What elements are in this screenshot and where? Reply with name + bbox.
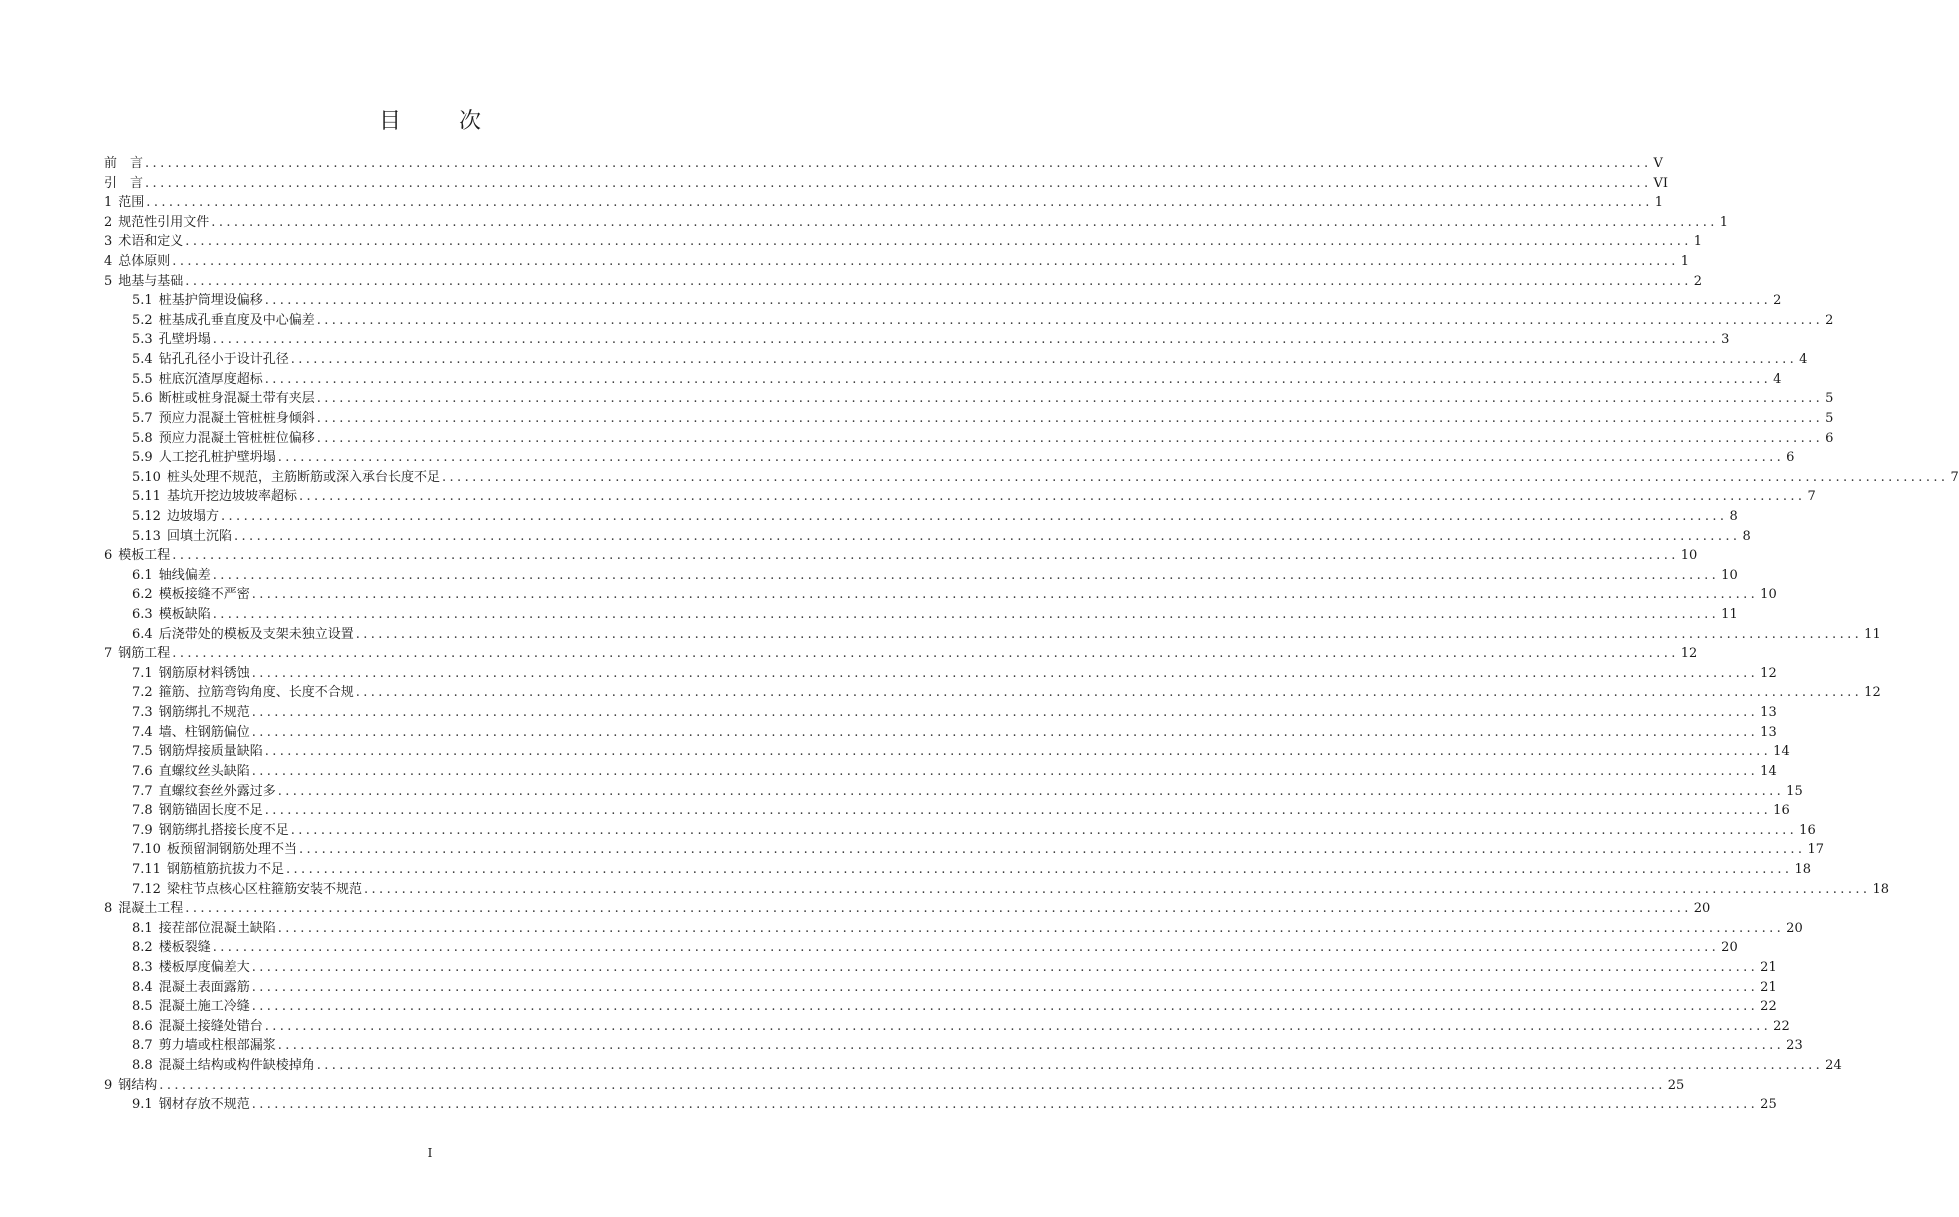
toc-entry-title: 直螺纹丝头缺陷: [158, 763, 250, 779]
toc-leader-dots: ........................................................................................................................................................................................................: [159, 1077, 1666, 1093]
toc-leader-dots: ........................................................................................................................................................................................................: [316, 410, 1824, 426]
toc-entry-title: 模板接缝不严密: [158, 587, 250, 603]
toc-entry-page: 8: [1742, 528, 1751, 544]
toc-entry-number: 5.9: [132, 450, 153, 466]
toc-entry[interactable]: [104, 487, 1816, 507]
toc-entry-title: 混凝土表面露筋: [158, 979, 250, 995]
toc-entry-number: 5.10: [132, 469, 161, 485]
toc-entry-title: 直螺纹套丝外露过多: [158, 783, 276, 799]
toc-entry-title: 桩基护筒埋设偏移: [158, 293, 263, 309]
toc-entry-title: 预应力混凝土管桩桩位偏移: [158, 430, 315, 446]
toc-entry-title: 轴线偏差: [158, 567, 211, 583]
table-of-contents: [104, 154, 1959, 1115]
toc-entry-number: 5.12: [132, 508, 161, 524]
toc-entry-number: 5.3: [132, 332, 153, 348]
toc-entry-title: 后浇带处的模板及支架未独立设置: [158, 626, 354, 642]
toc-leader-dots: ........................................................................................................................................................................................................: [185, 901, 1692, 917]
toc-entry-title: 钢结构: [118, 1077, 158, 1093]
toc-leader-dots: ........................................................................................................................................................................................................: [316, 312, 1824, 328]
toc-entry-title: 基坑开挖边坡坡率超标: [166, 489, 297, 505]
toc-entry[interactable]: [104, 448, 1795, 468]
toc-entry-title: 桩底沉渣厚度超标: [158, 371, 263, 387]
toc-leader-dots: ........................................................................................................................................................................................................: [251, 587, 1759, 603]
toc-entry-page: 10: [1680, 548, 1698, 564]
toc-entry[interactable]: [104, 723, 1777, 743]
toc-entry-title: 钢筋焊接质量缺陷: [158, 744, 263, 760]
toc-entry-number: 8: [104, 901, 113, 917]
toc-entry-page: 8: [1729, 508, 1738, 524]
toc-leader-dots: ........................................................................................................................................................................................................: [212, 940, 1720, 956]
toc-entry-page: 11: [1721, 607, 1738, 623]
toc-entry-title: 墙、柱钢筋偏位: [158, 724, 250, 740]
toc-entry-page: 6: [1786, 450, 1795, 466]
toc-entry-title: 楼板裂缝: [158, 940, 211, 956]
toc-entry-page: 18: [1794, 861, 1811, 877]
toc-entry-title: 剪力墙或柱根部漏浆: [158, 1038, 276, 1054]
toc-entry-title: 钢筋锚固长度不足: [158, 803, 263, 819]
toc-entry-number: 5: [104, 273, 113, 289]
toc-entry[interactable]: [104, 880, 1889, 900]
toc-entry-number: 5.1: [132, 293, 153, 309]
toc-entry-number: 5.7: [132, 410, 153, 426]
toc-entry[interactable]: [104, 683, 1881, 703]
toc-entry-title: 混凝土接缝处错台: [158, 1018, 263, 1034]
toc-leader-dots: ........................................................................................................................................................................................................: [316, 430, 1824, 446]
toc-entry-title: 模板缺陷: [158, 607, 211, 623]
toc-leader-dots: ........................................................................................................................................................................................................: [355, 685, 1863, 701]
toc-leader-dots: ........................................................................................................................................................................................................: [363, 881, 1871, 897]
toc-entry-page: V: [1653, 156, 1663, 171]
toc-entry-page: VI: [1653, 175, 1669, 191]
toc-entry-number: 7.4: [132, 724, 153, 740]
toc-entry-number: 7.11: [132, 861, 161, 877]
toc-leader-dots: ........................................................................................................................................................................................................: [264, 803, 1772, 819]
toc-entry-number: 7.1: [132, 665, 153, 681]
toc-entry-number: 6.1: [132, 567, 153, 583]
toc-entry-title: 前 言: [104, 156, 144, 171]
toc-entry[interactable]: [104, 585, 1777, 605]
toc-entry-number: 5.11: [132, 489, 161, 505]
toc-entry-number: 7.2: [132, 685, 153, 701]
toc-entry-page: 4: [1799, 352, 1808, 368]
toc-leader-dots: ........................................................................................................................................................................................................: [211, 214, 1718, 230]
toc-leader-dots: ........................................................................................................................................................................................................: [220, 508, 1728, 524]
toc-leader-dots: ........................................................................................................................................................................................................: [290, 822, 1798, 838]
toc-entry-page: 25: [1760, 1097, 1777, 1113]
toc-entry[interactable]: [104, 350, 1808, 370]
toc-entry-page: 22: [1760, 999, 1777, 1015]
toc-entry-title: 混凝土工程: [118, 901, 184, 917]
toc-entry-title: 混凝土施工冷缝: [158, 999, 250, 1015]
toc-entry-number: 6.3: [132, 607, 153, 623]
toc-entry-page: 13: [1760, 724, 1777, 740]
toc-entry-page: 16: [1799, 822, 1816, 838]
toc-entry[interactable]: [104, 899, 1711, 919]
toc-entry-number: 6.2: [132, 587, 153, 603]
toc-leader-dots: ........................................................................................................................................................................................................: [285, 861, 1793, 877]
toc-entry-title: 混凝土结构或构件缺棱掉角: [158, 1058, 315, 1074]
toc-leader-dots: ........................................................................................................................................................................................................: [264, 371, 1772, 387]
toc-entry-number: 7.3: [132, 705, 153, 721]
toc-entry-number: 7.6: [132, 763, 153, 779]
toc-entry-number: 2: [104, 214, 113, 230]
toc-entry-title: 桩基成孔垂直度及中心偏差: [158, 312, 315, 328]
toc-entry-page: 2: [1825, 312, 1834, 328]
toc-entry-page: 18: [1872, 881, 1889, 897]
toc-entry-page: 11: [1864, 626, 1881, 642]
toc-entry-number: 3: [104, 234, 113, 250]
toc-entry[interactable]: [104, 311, 1834, 331]
toc-entry-page: 2: [1773, 293, 1782, 309]
toc-entry-title: 桩头处理不规范，主筋断筋或深入承台长度不足: [166, 469, 440, 485]
toc-leader-dots: ........................................................................................................................................................................................................: [251, 665, 1759, 681]
toc-leader-dots: ........................................................................................................................................................................................................: [185, 234, 1692, 250]
toc-leader-dots: ........................................................................................................................................................................................................: [212, 607, 1720, 623]
toc-entry[interactable]: [104, 958, 1777, 978]
toc-leader-dots: ........................................................................................................................................................................................................: [277, 920, 1785, 936]
toc-entry[interactable]: [104, 1036, 1803, 1056]
toc-leader-dots: ........................................................................................................................................................................................................: [172, 254, 1679, 270]
toc-entry-page: 20: [1693, 901, 1711, 917]
toc-entry-title: 梁柱节点核心区柱箍筋安装不规范: [166, 881, 362, 897]
toc-leader-dots: ........................................................................................................................................................................................................: [355, 626, 1863, 642]
toc-leader-dots: ........................................................................................................................................................................................................: [172, 548, 1679, 564]
toc-entry-page: 12: [1680, 646, 1698, 662]
toc-entry-page: 2: [1693, 273, 1703, 289]
toc-leader-dots: ........................................................................................................................................................................................................: [212, 567, 1720, 583]
toc-entry-title: 预应力混凝土管桩桩身倾斜: [158, 410, 315, 426]
toc-entry-page: 13: [1760, 705, 1777, 721]
toc-entry-page: 7: [1950, 469, 1959, 485]
toc-entry-page: 14: [1773, 744, 1790, 760]
toc-entry-page: 12: [1760, 665, 1777, 681]
toc-entry-page: 10: [1760, 587, 1777, 603]
toc-leader-dots: ........................................................................................................................................................................................................: [251, 1097, 1759, 1113]
toc-entry-page: 3: [1721, 332, 1730, 348]
toc-entry[interactable]: [104, 468, 1959, 488]
toc-entry[interactable]: [104, 919, 1803, 939]
toc-entry-number: 8.7: [132, 1038, 153, 1054]
toc-entry-page: 25: [1667, 1077, 1685, 1093]
toc-entry-title: 楼板厚度偏差大: [158, 959, 250, 975]
toc-leader-dots: ........................................................................................................................................................................................................: [172, 646, 1679, 662]
toc-entry[interactable]: [104, 1056, 1842, 1076]
toc-entry[interactable]: [104, 762, 1777, 782]
toc-leader-dots: ........................................................................................................................................................................................................: [277, 783, 1785, 799]
toc-entry-page: 23: [1786, 1038, 1803, 1054]
toc-leader-dots: ........................................................................................................................................................................................................: [145, 156, 1652, 171]
toc-entry-title: 断桩或桩身混凝土带有夹层: [158, 391, 315, 407]
toc-entry[interactable]: [104, 742, 1790, 762]
toc-entry[interactable]: [104, 272, 1703, 292]
toc-entry[interactable]: [104, 997, 1777, 1017]
toc-leader-dots: ........................................................................................................................................................................................................: [146, 195, 1653, 211]
toc-entry-page: 6: [1825, 430, 1834, 446]
toc-entry[interactable]: [104, 429, 1834, 449]
toc-entry-title: 人工挖孔桩护壁坍塌: [158, 450, 276, 466]
toc-entry-number: 7: [104, 646, 113, 662]
toc-entry-number: 5.2: [132, 312, 153, 328]
toc-entry-page: 15: [1786, 783, 1803, 799]
toc-entry-title: 钢筋绑扎搭接长度不足: [158, 822, 289, 838]
toc-entry[interactable]: [104, 1017, 1790, 1037]
toc-entry-number: 5.13: [132, 528, 161, 544]
toc-leader-dots: ........................................................................................................................................................................................................: [264, 1018, 1772, 1034]
toc-entry[interactable]: [104, 840, 1824, 860]
toc-entry[interactable]: [104, 664, 1777, 684]
toc-entry-number: 8.5: [132, 999, 153, 1015]
toc-title: 目 次: [378, 109, 499, 134]
toc-entry[interactable]: [104, 330, 1730, 350]
toc-entry-number: 5.4: [132, 352, 153, 368]
toc-entry-title: 钢材存放不规范: [158, 1097, 250, 1113]
toc-entry-number: 7.7: [132, 783, 153, 799]
toc-entry-page: 4: [1773, 371, 1782, 387]
toc-entry-number: 8.6: [132, 1018, 153, 1034]
toc-entry-page: 22: [1773, 1018, 1790, 1034]
toc-leader-dots: ........................................................................................................................................................................................................: [277, 1038, 1785, 1054]
toc-entry[interactable]: [104, 174, 1669, 194]
toc-entry-page: 24: [1825, 1058, 1842, 1074]
toc-entry-number: 7.9: [132, 822, 153, 838]
toc-entry-title: 孔壁坍塌: [158, 332, 211, 348]
toc-entry[interactable]: [104, 154, 1663, 174]
toc-leader-dots: ........................................................................................................................................................................................................: [298, 842, 1806, 858]
toc-leader-dots: ........................................................................................................................................................................................................: [212, 332, 1720, 348]
toc-entry-title: 钻孔孔径小于设计孔径: [158, 352, 289, 368]
toc-entry[interactable]: [104, 389, 1834, 409]
toc-leader-dots: ........................................................................................................................................................................................................: [251, 959, 1759, 975]
toc-entry-number: 5.6: [132, 391, 153, 407]
toc-entry-title: 规范性引用文件: [118, 214, 210, 230]
toc-entry-number: 9: [104, 1077, 113, 1093]
toc-entry[interactable]: [104, 860, 1811, 880]
toc-entry-title: 范围: [118, 195, 145, 211]
toc-entry[interactable]: [104, 821, 1816, 841]
toc-entry-number: 5.5: [132, 371, 153, 387]
toc-entry[interactable]: [104, 252, 1690, 272]
toc-entry-title: 钢筋绑扎不规范: [158, 705, 250, 721]
toc-entry[interactable]: [104, 507, 1738, 527]
toc-entry-title: 总体原则: [118, 254, 171, 270]
toc-entry-page: 21: [1760, 979, 1777, 995]
toc-entry[interactable]: [104, 193, 1664, 213]
toc-entry-title: 箍筋、拉筋弯钩角度、长度不合规: [158, 685, 354, 701]
toc-entry[interactable]: [104, 370, 1782, 390]
toc-entry-number: 6: [104, 548, 113, 564]
toc-entry-page: 16: [1773, 803, 1790, 819]
toc-leader-dots: ........................................................................................................................................................................................................: [441, 469, 1949, 485]
toc-leader-dots: ........................................................................................................................................................................................................: [264, 293, 1772, 309]
toc-entry-number: 8.4: [132, 979, 153, 995]
toc-entry-number: 7.5: [132, 744, 153, 760]
toc-entry[interactable]: [104, 291, 1782, 311]
toc-entry[interactable]: [104, 546, 1698, 566]
toc-entry-page: 1: [1719, 214, 1729, 230]
toc-entry[interactable]: [104, 625, 1881, 645]
toc-entry-title: 地基与基础: [118, 273, 184, 289]
toc-entry[interactable]: [104, 1095, 1777, 1115]
toc-entry[interactable]: [104, 605, 1738, 625]
toc-entry-page: 12: [1864, 685, 1881, 701]
toc-leader-dots: ........................................................................................................................................................................................................: [264, 744, 1772, 760]
toc-leader-dots: ........................................................................................................................................................................................................: [298, 489, 1806, 505]
toc-entry-title: 接茬部位混凝土缺陷: [158, 920, 276, 936]
toc-leader-dots: ........................................................................................................................................................................................................: [251, 724, 1759, 740]
toc-entry-number: 6.4: [132, 626, 153, 642]
toc-entry[interactable]: [104, 409, 1834, 429]
toc-entry-title: 边坡塌方: [166, 508, 219, 524]
toc-entry-page: 7: [1807, 489, 1816, 505]
toc-entry-number: 8.2: [132, 940, 153, 956]
toc-entry[interactable]: [104, 1076, 1685, 1096]
toc-entry-number: 8.3: [132, 959, 153, 975]
toc-entry[interactable]: [104, 527, 1751, 547]
toc-entry-title: 回填土沉陷: [166, 528, 232, 544]
toc-entry-title: 钢筋工程: [118, 646, 171, 662]
toc-entry-page: 20: [1721, 940, 1738, 956]
toc-entry-title: 钢筋植筋抗拔力不足: [166, 861, 284, 877]
toc-leader-dots: ........................................................................................................................................................................................................: [251, 763, 1759, 779]
toc-entry[interactable]: [104, 232, 1703, 252]
toc-entry-page: 5: [1825, 391, 1834, 407]
toc-entry[interactable]: [104, 938, 1738, 958]
toc-entry-title: 板预留洞钢筋处理不当: [166, 842, 297, 858]
toc-leader-dots: ........................................................................................................................................................................................................: [290, 352, 1798, 368]
toc-entry-number: 8.8: [132, 1058, 153, 1074]
toc-entry[interactable]: [104, 703, 1777, 723]
toc-entry-number: 9.1: [132, 1097, 153, 1113]
toc-entry[interactable]: [104, 978, 1777, 998]
page-number: I: [427, 1146, 433, 1160]
toc-entry-title: 钢筋原材料锈蚀: [158, 665, 250, 681]
toc-entry-number: 8.1: [132, 920, 153, 936]
toc-entry-page: 5: [1825, 410, 1834, 426]
toc-entry-page: 1: [1680, 254, 1690, 270]
toc-entry-title: 术语和定义: [118, 234, 184, 250]
toc-leader-dots: ........................................................................................................................................................................................................: [316, 391, 1824, 407]
toc-leader-dots: ........................................................................................................................................................................................................: [251, 979, 1759, 995]
toc-leader-dots: ........................................................................................................................................................................................................: [145, 175, 1652, 191]
toc-entry-page: 17: [1807, 842, 1824, 858]
toc-entry-number: 7.12: [132, 881, 161, 897]
toc-leader-dots: ........................................................................................................................................................................................................: [185, 273, 1692, 289]
toc-entry[interactable]: [104, 782, 1803, 802]
toc-entry-title: 引 言: [104, 175, 144, 191]
toc-entry[interactable]: [104, 801, 1790, 821]
toc-entry-number: 7.8: [132, 803, 153, 819]
toc-entry-page: 10: [1721, 567, 1738, 583]
toc-entry-page: 14: [1760, 763, 1777, 779]
toc-leader-dots: ........................................................................................................................................................................................................: [251, 705, 1759, 721]
toc-entry-number: 4: [104, 254, 113, 270]
toc-leader-dots: ........................................................................................................................................................................................................: [316, 1058, 1824, 1074]
toc-entry[interactable]: [104, 213, 1729, 233]
toc-entry-number: 7.10: [132, 842, 161, 858]
toc-leader-dots: ........................................................................................................................................................................................................: [251, 999, 1759, 1015]
toc-entry-page: 1: [1654, 195, 1664, 211]
toc-entry-title: 模板工程: [118, 548, 171, 564]
toc-entry-number: 1: [104, 195, 113, 211]
toc-entry-page: 1: [1693, 234, 1703, 250]
toc-entry[interactable]: [104, 566, 1738, 586]
toc-entry[interactable]: [104, 644, 1698, 664]
toc-leader-dots: ........................................................................................................................................................................................................: [277, 450, 1785, 466]
toc-leader-dots: ........................................................................................................................................................................................................: [233, 528, 1741, 544]
toc-entry-page: 21: [1760, 959, 1777, 975]
toc-entry-number: 5.8: [132, 430, 153, 446]
toc-entry-page: 20: [1786, 920, 1803, 936]
